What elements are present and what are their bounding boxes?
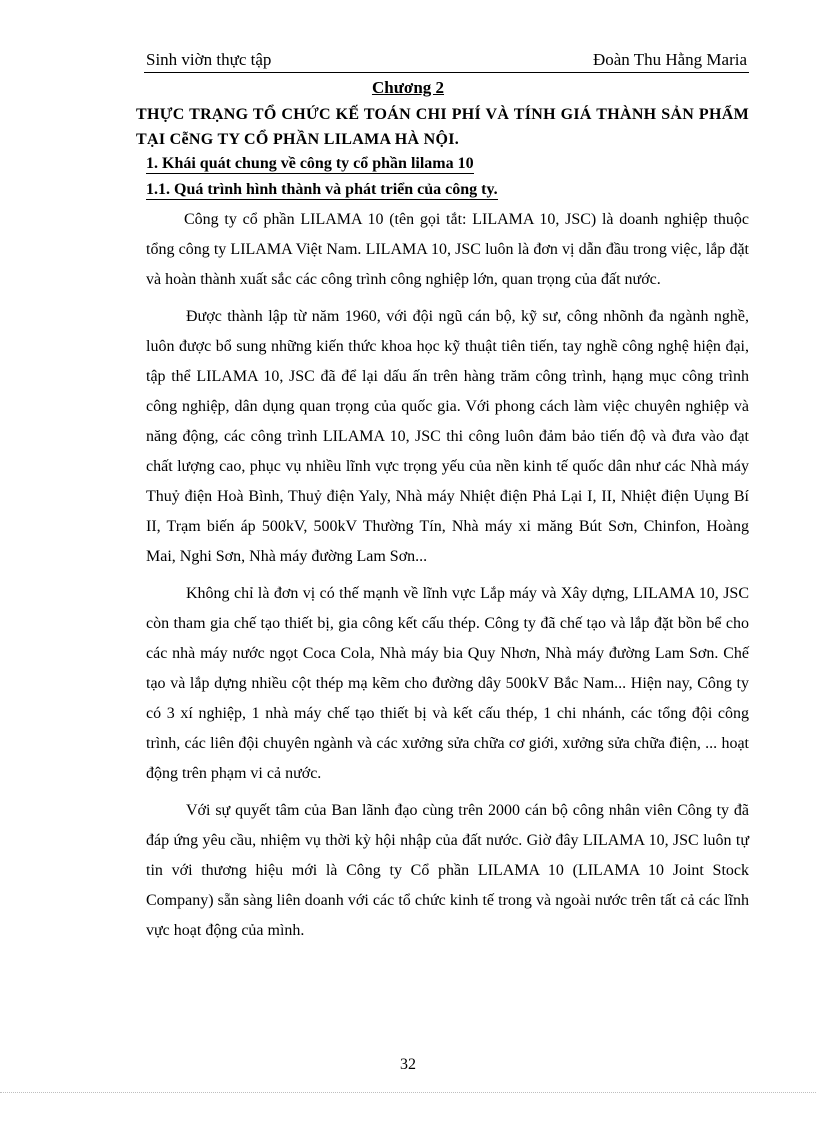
section-heading-1-text: 1. Khái quát chung về công ty cổ phần lilama 10 [146,155,474,172]
paragraph: Được thành lập từ năm 1960, với đội ngũ cán bộ, kỹ sư, công nhõnh đa ngành nghề, luôn được bổ sung những kiến thức khoa học kỹ thuật tiên tiến, tay nghề công nghệ hiện đại, tập thể LILAMA 10, JSC đã để lại dấu ấn trên hàng trăm công trình, hạng mục công trình công nghiệp, dân dụng quan trọng của quốc gia. Với phong cách làm việc chuyên nghiệp và năng động, các công trình LILAMA 10, JSC thi công luôn đảm bảo tiến độ và đưa vào đạt chất lượng cao, phục vụ nhiều lĩnh vực trọng yếu của nền kinh tế quốc dân như các Nhà máy Thuỷ điện Hoà Bình, Thuỷ điện Yaly, Nhà máy Nhiệt điện Phả Lại I, II, Nhiệt điện Uụng Bí II, Trạm biến áp 500kV, 500kV Thường Tín, Nhà máy xi măng Bút Sơn, Chinfon, Hoàng Mai, Nghi Sơn, Nhà máy đường Lam Sơn... [146,308,749,565]
chapter-label-text: Chương 2 [371,78,445,97]
section-heading-1-1-text: 1.1. Quá trình hình thành và phát triển của công ty. [146,181,498,198]
paragraph: Với sự quyết tâm của Ban lãnh đạo cùng trên 2000 cán bộ công nhân viên Công ty đã đáp ứng yêu cầu, nhiệm vụ thời kỳ hội nhập của đất nước. Giờ đây LILAMA 10, JSC luôn tự tin với thương hiệu mới là Công ty Cổ phần LILAMA 10 (LILAMA 10 Joint Stock Company) sẵn sàng liên doanh với các tổ chức kinh tế trong và ngoài nước trên tất cả các lĩnh vực hoạt động của mình. [146,802,749,939]
page-bottom-divider [0,1092,816,1093]
running-header [144,50,749,73]
page-number: 32 [400,1056,416,1073]
section-heading-1 [146,155,474,173]
paragraph: Không chỉ là đơn vị có thế mạnh về lĩnh vực Lắp máy và Xây dựng, LILAMA 10, JSC còn tham gia chế tạo thiết bị, gia công kết cấu thép. Công ty đã chế tạo và lắp đặt bồn bể cho các nhà máy nước ngọt Coca Cola, Nhà máy bia Quy Nhơn, Nhà máy đường Lam Sơn. Chế tạo và lắp dựng nhiều cột thép mạ kẽm cho đường dây 500kV Bắc Nam... Hiện nay, Công ty có 3 xí nghiệp, 1 nhà máy chế tạo thiết bị và kết cấu thép, 1 chi nhánh, các tổng đội công trình, các liên đội chuyên ngành và các xưởng sửa chữa cơ giới, xưởng sửa chữa điện, ... hoạt động trên phạm vi cả nước. [146,585,749,782]
header-left-text: Sinh viờn thực tập [146,50,272,69]
paragraph: Công ty cổ phần LILAMA 10 (tên gọi tắt: LILAMA 10, JSC) là doanh nghiệp thuộc tổng công ty LILAMA Việt Nam. LILAMA 10, JSC luôn là đơn vị dẫn đầu trong việc, lắp đặt và hoàn thành xuất sắc các công trình công nghiệp lớn, quan trọng của đất nước. [146,211,749,288]
header-right-text: Đoàn Thu Hằng Maria [592,50,747,69]
chapter-label [0,78,816,98]
chapter-title: THỰC TRẠNG TỔ CHỨC KẾ TOÁN CHI PHÍ VÀ TÍNH GIÁ THÀNH SẢN PHẨM TẠI CễNG TY CỔ PHẦN LILAMA HÀ NỘI. [136,106,749,148]
body-text [146,205,749,953]
section-heading-1-1 [146,181,498,199]
